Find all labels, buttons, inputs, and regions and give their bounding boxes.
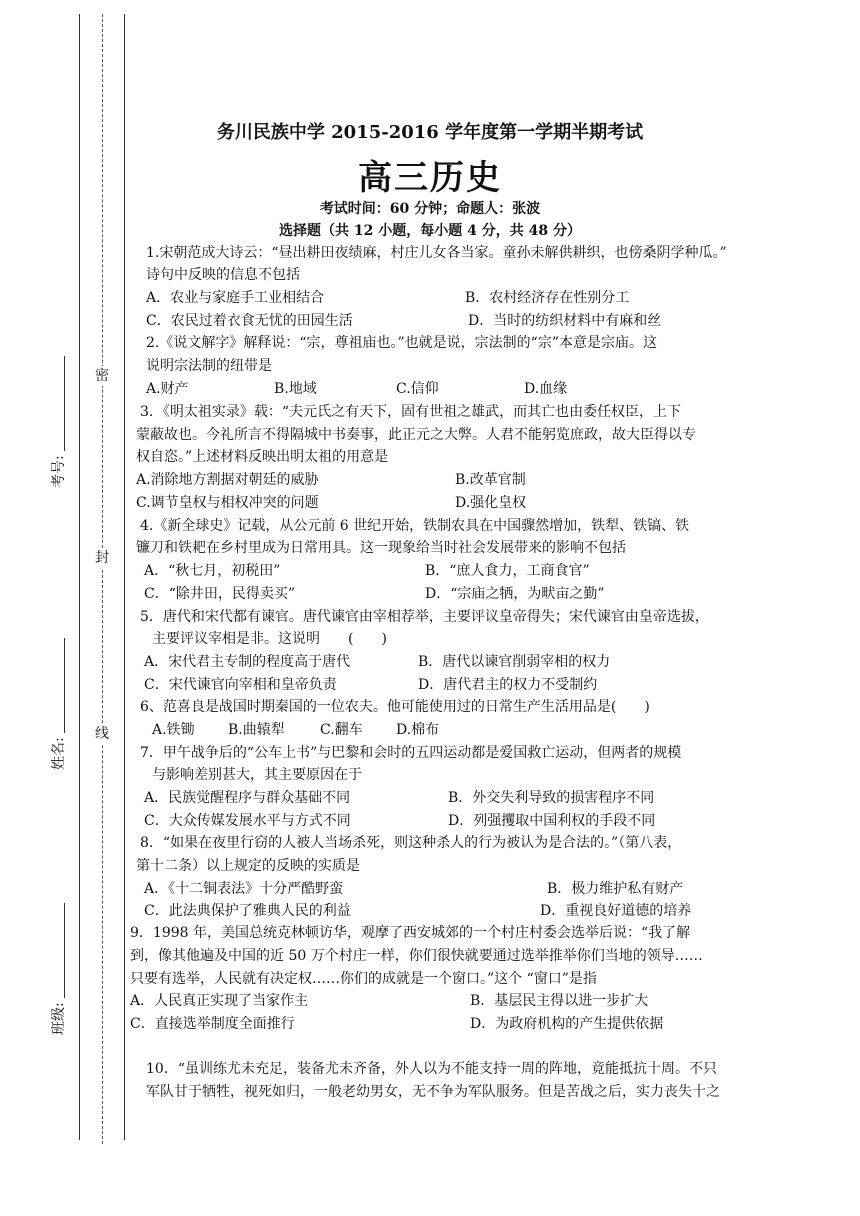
q5-option-c[interactable]: C．宋代谏官向宰相和皇帝负责 bbox=[144, 677, 337, 693]
q9-stem-line1: 9．1998 年，美国总统克林顿访华，观摩了西安城郊的一个村庄村委会选举后说：“我了解 bbox=[130, 925, 691, 941]
q7-stem-line2: 与影响差别甚大，其主要原因在于 bbox=[152, 767, 362, 783]
q4-option-c[interactable]: C．“除井田，民得卖买” bbox=[144, 586, 296, 602]
q2-option-d[interactable]: D.血缘 bbox=[524, 381, 568, 397]
exam-number-label: 考号: bbox=[51, 455, 67, 488]
q2-option-a[interactable]: A.财产 bbox=[146, 381, 189, 397]
class-field[interactable] bbox=[48, 903, 68, 1035]
q2-option-c[interactable]: C.信仰 bbox=[396, 381, 439, 397]
subject-title: 高三历史 bbox=[358, 158, 502, 198]
q6-stem-line1: 6、范喜良是战国时期秦国的一位农夫。他可能使用过的日常生产生活用品是( ) bbox=[140, 699, 650, 715]
q5-stem-line2: 主要评议宰相是非。这说明 ( ) bbox=[152, 631, 387, 647]
class-label: 班级: bbox=[51, 1002, 67, 1035]
q3-stem-line2: 蒙蔽故也。今礼所言不得隔城中书奏事，此正元之大弊。人君不能躬览庶政，故大臣得以专 bbox=[136, 427, 696, 443]
q4-option-b[interactable]: B．“庶人食力，工商食官” bbox=[425, 563, 590, 579]
q9-option-c[interactable]: C．直接选举制度全面推行 bbox=[130, 1016, 295, 1032]
q1-option-b[interactable]: B．农村经济存在性别分工 bbox=[465, 290, 630, 306]
q5-option-b[interactable]: B．唐代以谏官削弱宰相的权力 bbox=[418, 654, 611, 670]
q4-stem-line2: 镰刀和铁耙在乡村里成为日常用具。这一现象给当时社会发展带来的影响不包括 bbox=[136, 540, 626, 556]
q5-stem-line1: 5．唐代和宋代都有谏官。唐代谏官由宰相荐举，主要评议皇帝得失；宋代谏官由皇帝选拔， bbox=[140, 609, 709, 625]
q10-stem-line1: 10．“虽训练尤未充足，装备尤未齐备，外人以为不能支持一周的阵地，竟能抵抗十周。不只 bbox=[146, 1061, 717, 1077]
q1-stem-line2: 诗句中反映的信息不包括 bbox=[146, 267, 300, 283]
q3-stem-line1: 3．《明太祖实录》载：“夫元氏之有天下，固有世祖之雄武，而其亡也由委任权臣，上下 bbox=[140, 404, 682, 420]
q10-stem-line2: 军队甘于牺牲，视死如归，一般老幼男女，无不争为军队服务。但是苦战之后，实力丧失十之 bbox=[146, 1084, 720, 1100]
seal-char-feng: 封 bbox=[95, 550, 109, 566]
q8-option-c[interactable]: C．此法典保护了雅典人民的利益 bbox=[144, 903, 351, 919]
q9-option-b[interactable]: B．基层民主得以进一步扩大 bbox=[470, 993, 649, 1009]
q3-option-c[interactable]: C.调节皇权与相权冲突的问题 bbox=[136, 495, 319, 511]
q5-option-a[interactable]: A．宋代君主专制的程度高于唐代 bbox=[144, 654, 351, 670]
q9-option-a[interactable]: A．人民真正实现了当家作主 bbox=[130, 993, 309, 1009]
exam-info: 考试时间：60 分钟；命题人：张波 bbox=[319, 201, 541, 217]
q1-option-d[interactable]: D．当时的纺织材料中有麻和丝 bbox=[468, 313, 662, 329]
q6-option-d[interactable]: D.棉布 bbox=[396, 722, 440, 738]
q6-option-a[interactable]: A.铁锄 bbox=[152, 722, 195, 738]
q1-option-c[interactable]: C．农民过着衣食无忧的田园生活 bbox=[146, 313, 353, 329]
q7-option-d[interactable]: D．列强攫取中国利权的手段不同 bbox=[448, 813, 656, 829]
q6-option-c[interactable]: C.翻车 bbox=[320, 722, 363, 738]
q3-option-b[interactable]: B.改革官制 bbox=[455, 472, 526, 488]
student-name-label: 姓名: bbox=[51, 737, 67, 770]
q4-option-d[interactable]: D．“宗庙之牺，为畎亩之勤” bbox=[425, 586, 605, 602]
seal-char-xian: 线 bbox=[95, 726, 109, 742]
q2-option-b[interactable]: B.地域 bbox=[274, 381, 317, 397]
q8-option-b[interactable]: B．极力维护私有财产 bbox=[547, 881, 684, 897]
q2-stem-line2: 说明宗法制的纽带是 bbox=[146, 358, 272, 374]
student-name-blank[interactable] bbox=[52, 638, 65, 733]
q7-stem-line1: 7．甲午战争后的“公车上书”与巴黎和会时的五四运动都是爱国救亡运动，但两者的规模 bbox=[140, 745, 682, 761]
exam-title: 务川民族中学 2015-2016 学年度第一学期半期考试 bbox=[216, 122, 644, 143]
q9-stem-line3: 只要有选举，人民就有决定权……你们的成就是一个窗口。”这个 “窗口”是指 bbox=[130, 971, 597, 987]
q7-option-a[interactable]: A．民族觉醒程序与群众基础不同 bbox=[144, 790, 351, 806]
q9-option-d[interactable]: D．为政府机构的产生提供依据 bbox=[470, 1016, 664, 1032]
q7-option-b[interactable]: B．外交失利导致的损害程序不同 bbox=[448, 790, 655, 806]
q8-option-d[interactable]: D．重视良好道德的培养 bbox=[540, 903, 692, 919]
q6-option-b[interactable]: B.曲辕犁 bbox=[228, 722, 285, 738]
student-name-field[interactable] bbox=[48, 638, 68, 770]
exam-number-blank[interactable] bbox=[52, 356, 65, 451]
q8-stem-line1: 8．“如果在夜里行窃的人被人当场杀死，则这种杀人的行为被认为是合法的。”（第八表， bbox=[140, 835, 682, 851]
q3-option-d[interactable]: D.强化皇权 bbox=[455, 495, 527, 511]
q3-stem-line3: 权自恣。”上述材料反映出明太祖的用意是 bbox=[136, 449, 389, 465]
q5-option-d[interactable]: D．唐代君主的权力不受制约 bbox=[418, 677, 598, 693]
q7-option-c[interactable]: C．大众传媒发展水平与方式不同 bbox=[144, 813, 351, 829]
class-blank[interactable] bbox=[52, 903, 65, 998]
q9-stem-line2: 到，像其他遍及中国的近 50 万个村庄一样，你们很快就要通过选举推举你们当地的领导…… bbox=[130, 948, 703, 964]
seal-char-mi: 密 bbox=[95, 368, 109, 384]
q1-stem-line1: 1.宋朝范成大诗云：“昼出耕田夜绩麻，村庄儿女各当家。童孙未解供耕织，也傍桑阴学种瓜。” bbox=[146, 245, 727, 261]
q8-stem-line2: 第十二条）以上规定的反映的实质是 bbox=[136, 858, 360, 874]
q3-option-a[interactable]: A.消除地方割据对朝廷的威胁 bbox=[136, 472, 319, 488]
q2-stem-line1: 2.《说文解字》解释说：“宗，尊祖庙也。”也就是说，宗法制的“宗”本意是宗庙。这 bbox=[146, 335, 657, 351]
q1-option-a[interactable]: A．农业与家庭手工业相结合 bbox=[146, 290, 325, 306]
q4-stem-line1: 4.《新全球史》记载，从公元前 6 世纪开始，铁制农具在中国骤然增加，铁犁、铁镐、铁 bbox=[140, 518, 690, 534]
q4-option-a[interactable]: A．“秋七月，初税田” bbox=[144, 563, 281, 579]
exam-number-field[interactable] bbox=[48, 356, 68, 488]
section-heading: 选择题（共 12 小题，每小题 4 分，共 48 分） bbox=[279, 223, 581, 239]
q8-option-a[interactable]: A．《十二铜表法》十分严酷野蛮 bbox=[144, 881, 344, 897]
